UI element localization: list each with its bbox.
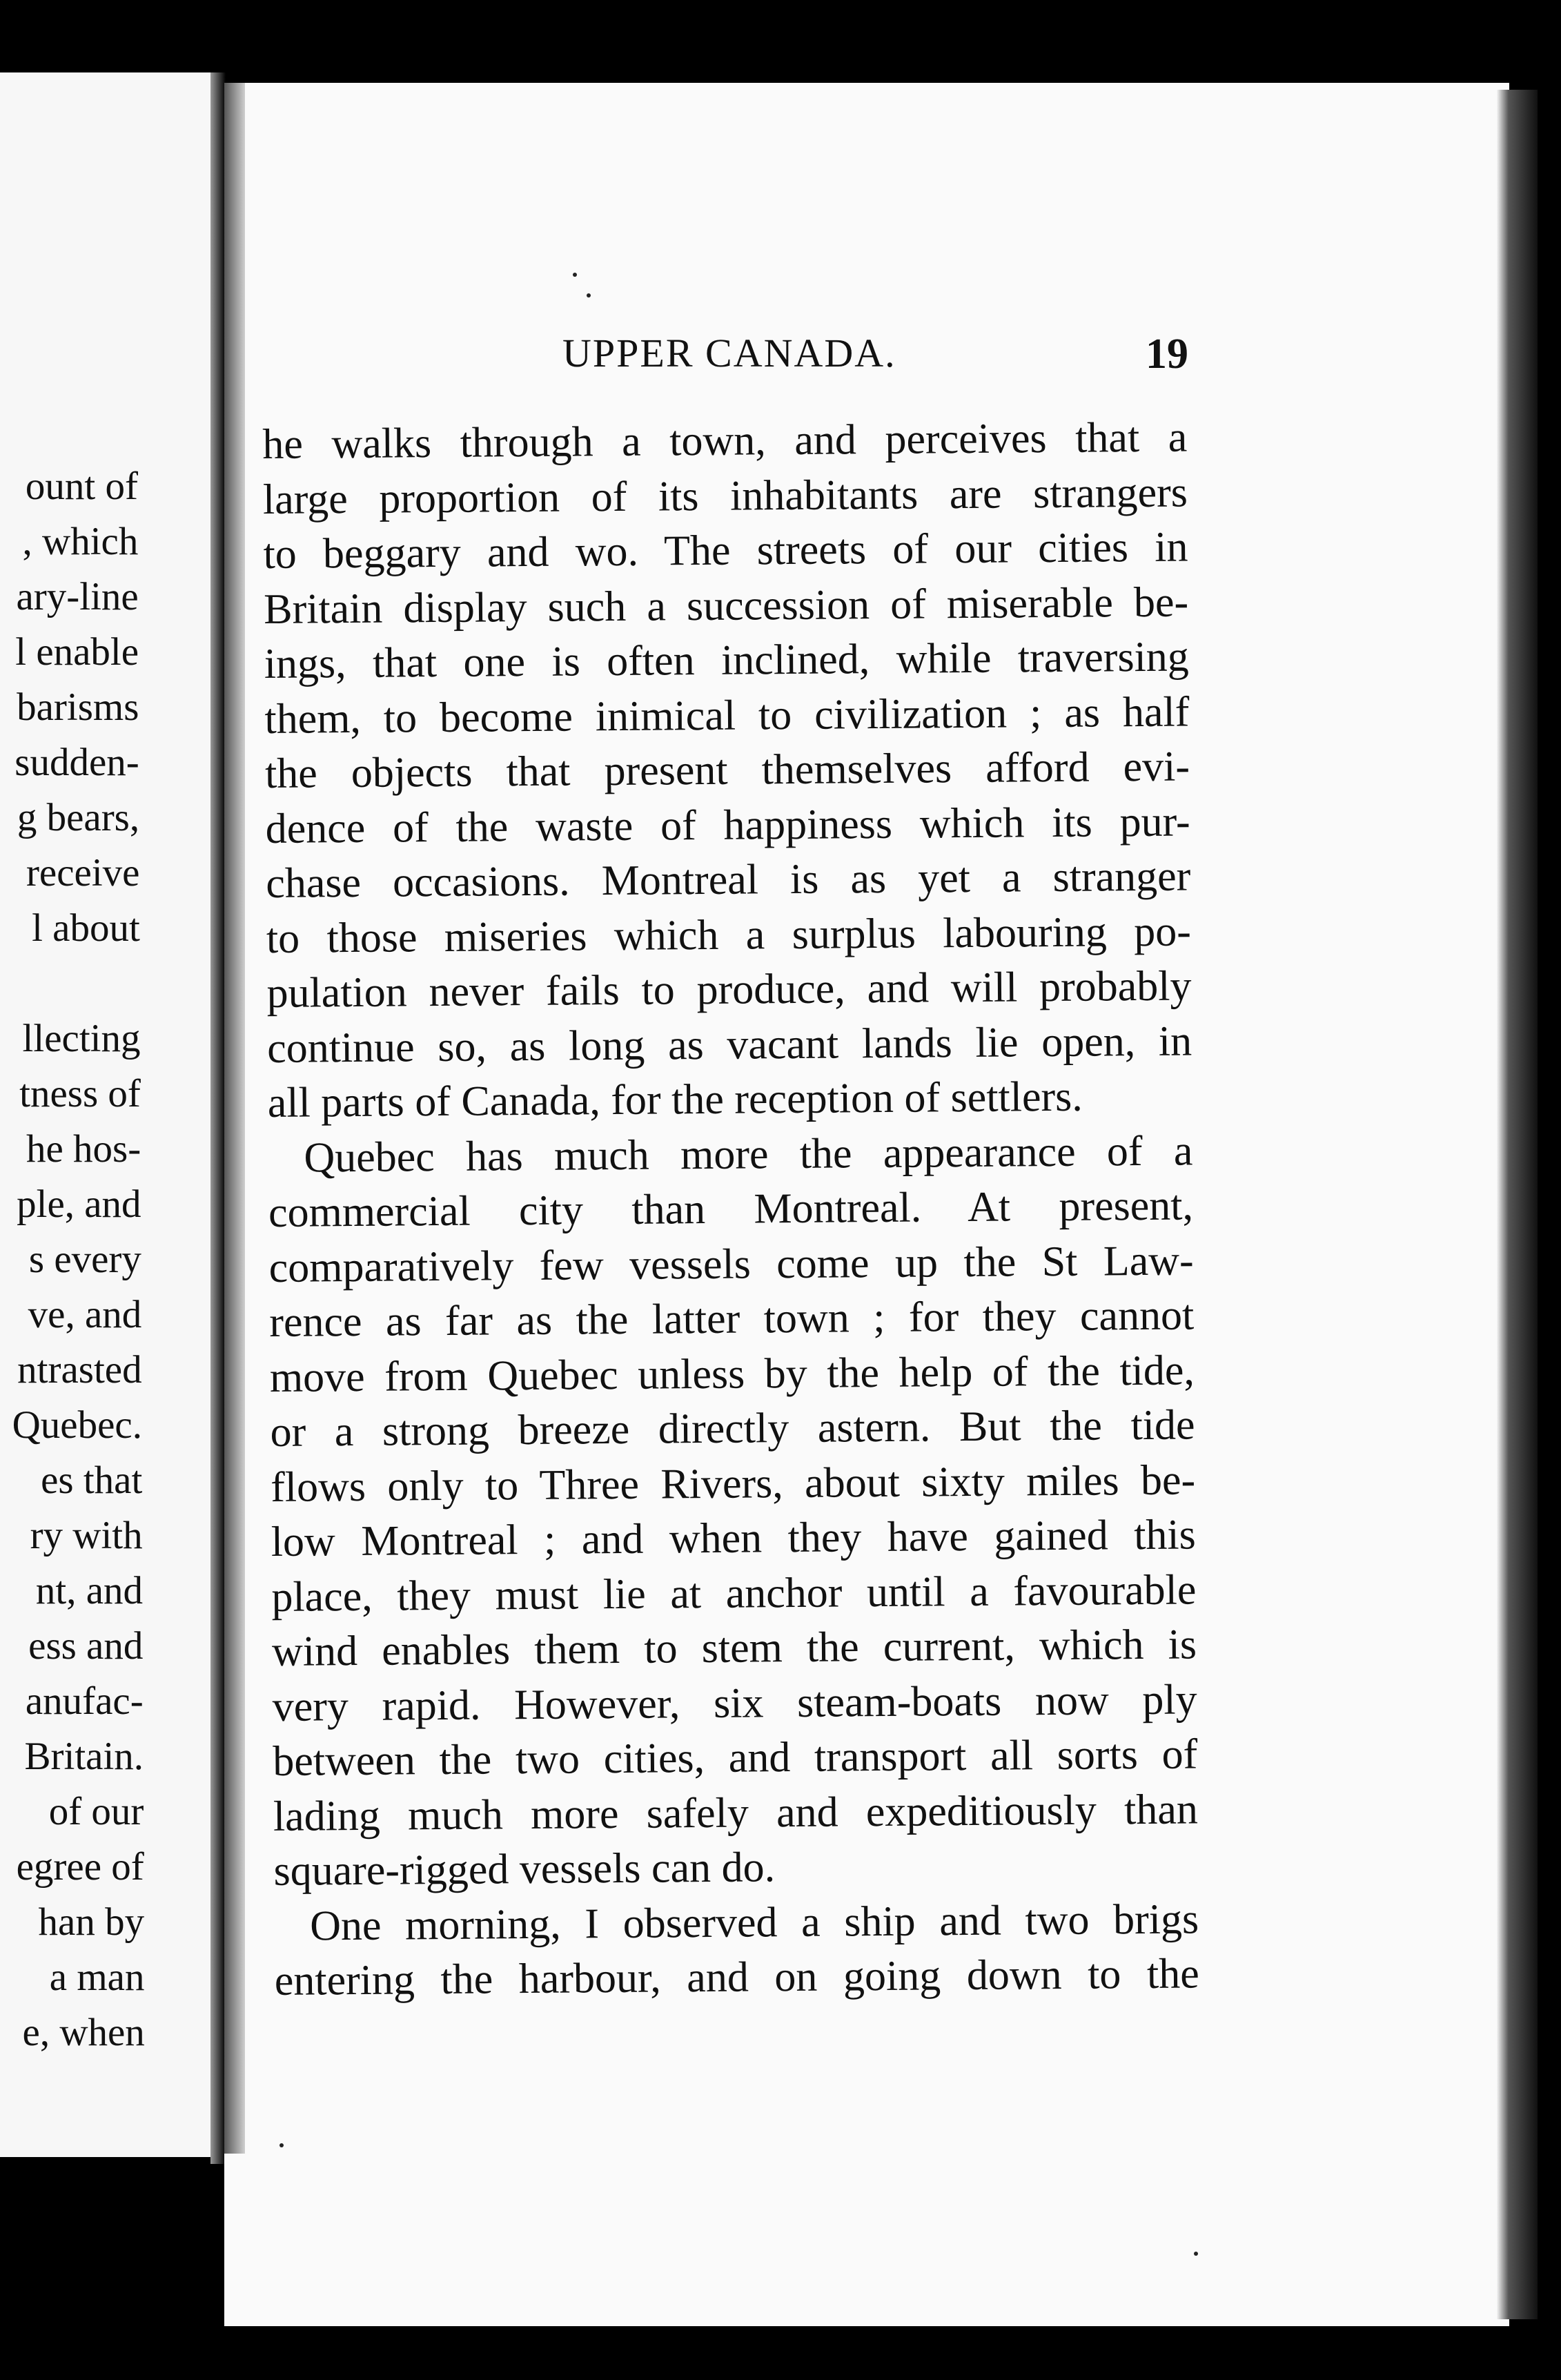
left-page-line: sudden- xyxy=(14,741,139,784)
text-line: Britain display such a succession of miserable be- xyxy=(263,578,1189,633)
left-page-line: ess and xyxy=(28,1624,144,1668)
text-line: continue so, as long as vacant lands lie open, in xyxy=(266,1017,1192,1072)
text-line: comparatively few vessels come up the St Law- xyxy=(268,1236,1194,1291)
ink-speck xyxy=(573,273,577,277)
left-page-line: g bears, xyxy=(17,796,140,839)
text-line: to those miseries which a surplus labouring po- xyxy=(266,907,1192,962)
page-number: 19 xyxy=(1146,331,1188,378)
text-line: rence as far as the latter town ; for they cannot xyxy=(269,1291,1195,1346)
book-edge xyxy=(1496,90,1538,2319)
left-page-line: a man xyxy=(49,1955,145,1999)
running-head: UPPER CANADA. xyxy=(562,331,896,375)
page-gutter-shadow xyxy=(224,83,245,2154)
text-line: chase occasions. Montreal is as yet a stranger xyxy=(266,852,1191,907)
left-page-line: ry with xyxy=(30,1514,143,1557)
ink-speck xyxy=(587,293,591,298)
left-page-line: Britain. xyxy=(24,1735,144,1778)
left-page-line: barisms xyxy=(17,685,139,729)
left-page-line: anufac- xyxy=(25,1679,144,1723)
text-line: place, they must lie at anchor until a favourable xyxy=(271,1565,1197,1621)
left-page-line: ntrasted xyxy=(17,1348,142,1392)
left-page-line: e, when xyxy=(22,2011,145,2054)
left-page-edge xyxy=(210,72,226,2164)
left-page-line: Quebec. xyxy=(12,1403,142,1447)
left-page-line: l enable xyxy=(15,630,139,674)
text-line: all parts of Canada, for the reception of settlers. xyxy=(267,1073,1083,1126)
text-line: wind enables them to stem the current, which is xyxy=(271,1621,1197,1675)
body-text xyxy=(262,410,1199,2009)
left-page-line: of our xyxy=(48,1790,144,1833)
left-page-line: , which xyxy=(22,520,139,563)
text-line: between the two cities, and transport all sorts of xyxy=(273,1730,1198,1785)
left-page-line: tness of xyxy=(19,1072,141,1115)
text-line: low Montreal ; and when they have gained this xyxy=(271,1511,1197,1565)
left-page-line: ount of xyxy=(25,465,138,508)
text-line: he walks through a town, and perceives that a xyxy=(262,413,1188,468)
text-line: or a strong breeze directly astern. But the tide xyxy=(270,1401,1195,1456)
text-line: move from Quebec unless by the help of the tide, xyxy=(269,1346,1195,1401)
text-line: commercial city than Montreal. At present, xyxy=(268,1182,1194,1236)
text-line: large proportion of its inhabitants are strangers xyxy=(262,468,1188,523)
text-line: lading much more safely and expeditiously than xyxy=(273,1785,1199,1840)
text-line: pulation never fails to produce, and will probably xyxy=(266,962,1192,1017)
left-page-line: ple, and xyxy=(17,1182,141,1226)
text-line: ings, that one is often inclined, while traversing xyxy=(264,633,1190,687)
left-page xyxy=(0,72,219,2157)
text-line: flows only to Three Rivers, about sixty miles be- xyxy=(270,1456,1196,1511)
text-line: them, to become inimical to civilization ; as half xyxy=(264,687,1190,743)
text-line: dence of the waste of happiness which its pur- xyxy=(265,797,1190,852)
left-page-line: ve, and xyxy=(28,1293,142,1336)
ink-speck xyxy=(279,2143,284,2147)
left-page-line: nt, and xyxy=(35,1569,143,1612)
left-page-line: l about xyxy=(32,906,140,950)
text-line: entering the harbour, and on going down to the xyxy=(274,1950,1200,2005)
left-page-line: es that xyxy=(41,1459,143,1502)
text-line: Quebec has much more the appearance of a xyxy=(304,1126,1193,1182)
left-page-line: ary-line xyxy=(16,575,139,618)
text-line: One morning, I observed a ship and two brigs xyxy=(309,1895,1199,1950)
text-line: the objects that present themselves afford evi- xyxy=(264,743,1190,797)
text-line: very rapid. However, six steam-boats now ply xyxy=(272,1675,1197,1730)
left-page-line: he hos- xyxy=(26,1127,141,1171)
text-line: square-rigged vessels can do. xyxy=(273,1844,776,1895)
left-page-line: receive xyxy=(26,851,140,895)
text-line: to beggary and wo. The streets of our cities in xyxy=(263,523,1188,578)
left-page-line: egree of xyxy=(16,1845,144,1889)
left-page-line: s every xyxy=(28,1238,141,1281)
left-page-line: llecting xyxy=(22,1017,141,1060)
ink-speck xyxy=(1194,2252,1198,2256)
left-page-line: han by xyxy=(38,1900,145,1944)
